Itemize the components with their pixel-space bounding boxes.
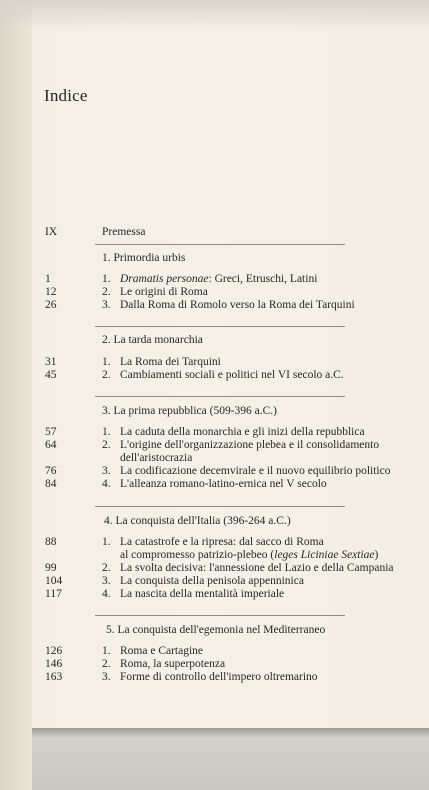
entry-page-number: 146 [45, 658, 63, 670]
entry-number: 1. [102, 426, 111, 438]
entry-title: La conquista della penisola appenninica [120, 575, 304, 587]
entry-page-number: 104 [45, 575, 63, 587]
entry-title: Roma, la superpotenza [120, 658, 226, 670]
entry-number: 2. [102, 658, 111, 670]
entry-title [120, 273, 317, 286]
entry-title: L'origine dell'organizzazione plebea e il consolidamento [120, 439, 380, 451]
entry-number: 2. [102, 286, 111, 298]
section-divider [95, 506, 345, 507]
entry-page-number: 1 [45, 273, 51, 285]
page-title: Indice [44, 86, 88, 105]
entry-page-number: 163 [45, 671, 63, 683]
entry-title-line-2-post: ) [374, 549, 379, 561]
entry-page-number: 99 [45, 562, 57, 574]
entry-title: Dalla Roma di Romolo verso la Roma dei Tarquini [120, 299, 355, 311]
entry-number: 4. [102, 478, 111, 490]
section-heading: 4. La conquista dell'Italia (396-264 a.C.) [104, 515, 291, 527]
entry-number: 2. [102, 439, 111, 451]
entry-title: Forme di controllo dell'impero oltremarino [120, 671, 318, 683]
entry-page-number: 26 [45, 299, 57, 311]
entry-number: 3. [102, 465, 111, 477]
section-divider [95, 326, 345, 327]
page-spine-edge [0, 0, 32, 790]
entry-title: La svolta decisiva: l'annessione del Lazio e della Campania [120, 562, 394, 574]
section-divider [95, 615, 345, 616]
section-heading: 2. La tarda monarchia [102, 334, 203, 346]
entry-title: La codificazione decemvirale e il nuovo equilibrio politico [120, 465, 391, 477]
section-heading: 5. La conquista dell'egemonia nel Mediterraneo [106, 624, 326, 636]
entry-number: 1. [102, 273, 111, 285]
entry-number: 3. [102, 299, 111, 311]
entry-title-italic: Dramatis personae [120, 273, 209, 285]
section-heading: 1. Primordia urbis [102, 252, 186, 264]
page-top-shade [0, 0, 429, 30]
entry-title: La catastrofe e la ripresa: dal sacco di Roma [120, 536, 324, 548]
entry-page-number: 57 [45, 426, 57, 438]
premessa-label: Premessa [102, 226, 146, 238]
entry-number: 1. [102, 356, 111, 368]
entry-page-number: 126 [45, 645, 63, 657]
entry-page-number: 45 [45, 369, 57, 381]
entry-number: 1. [102, 536, 111, 548]
entry-page-number: 117 [45, 588, 62, 600]
section-divider [95, 244, 345, 245]
entry-title: L'alleanza romano-latino-ernica nel V secolo [120, 478, 327, 490]
entry-page-number: 84 [45, 478, 57, 490]
section-heading: 3. La prima repubblica (509-396 a.C.) [102, 405, 277, 417]
entry-page-number: 64 [45, 439, 57, 451]
entry-title: Roma e Cartagine [120, 645, 204, 657]
entry-title-rest: : Greci, Etruschi, Latini [208, 273, 318, 285]
entry-number: 2. [102, 369, 111, 381]
section-divider [95, 396, 345, 397]
entry-number: 2. [102, 562, 111, 574]
entry-page-number: 12 [45, 286, 57, 298]
entry-title: La nascita della mentalità imperiale [120, 588, 285, 600]
entry-page-number: 76 [45, 465, 57, 477]
entry-title: La caduta della monarchia e gli inizi della repubblica [120, 426, 365, 438]
entry-number: 3. [102, 671, 111, 683]
entry-title-line-2: dell'aristocrazia [120, 452, 193, 464]
entry-title-line-2-pre: al compromesso patrizio-plebeo ( [120, 549, 275, 561]
premessa-page-number: IX [45, 226, 58, 238]
entry-title: Le origini di Roma [120, 286, 208, 298]
entry-number: 4. [102, 588, 111, 600]
entry-title: Cambiamenti sociali e politici nel VI secolo a.C. [120, 369, 344, 381]
entry-page-number: 31 [45, 356, 57, 368]
entry-page-number: 88 [45, 536, 57, 548]
entry-title-line-2 [120, 549, 378, 562]
entry-number: 1. [102, 645, 111, 657]
entry-number: 3. [102, 575, 111, 587]
entry-title-line-2-italic: leges Liciniae Sextiae [274, 549, 375, 561]
entry-title: La Roma dei Tarquini [120, 356, 221, 368]
